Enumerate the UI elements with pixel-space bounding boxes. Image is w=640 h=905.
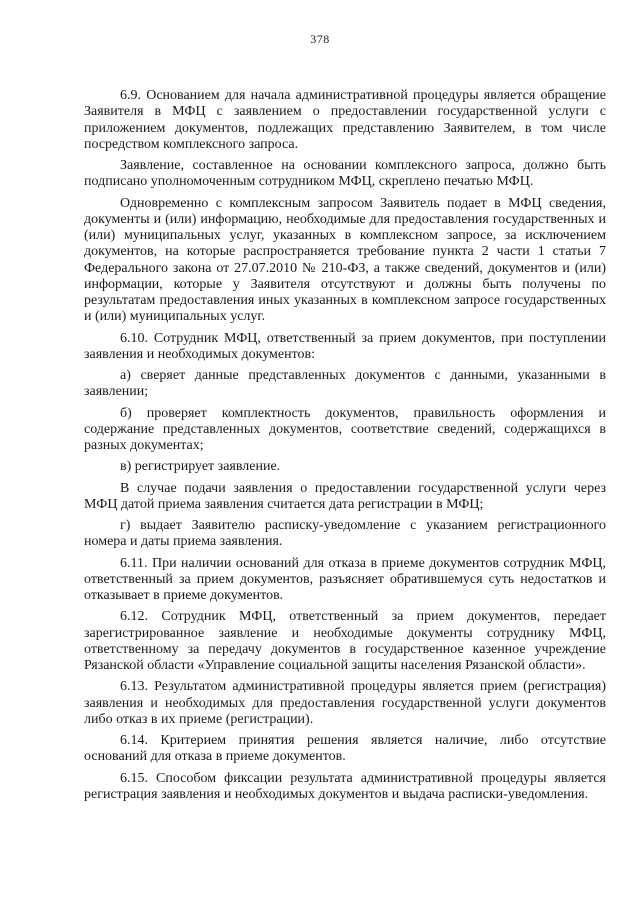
document-body bbox=[84, 88, 606, 808]
paragraph-6-15: 6.15. Способом фиксации результата административной процедуры является регистрация заявления и необходимых документов и выдача расписки-уведомления. bbox=[84, 770, 606, 802]
list-item-a: а) сверяет данные представленных документов с данными, указанными в заявлении; bbox=[84, 368, 606, 400]
paragraph-6-10: 6.10. Сотрудник МФЦ, ответственный за прием документов, при поступлении заявления и необходимых документов: bbox=[84, 330, 606, 362]
list-item-g: г) выдает Заявителю расписку-уведомление с указанием регистрационного номера и даты приема заявления. bbox=[84, 518, 606, 550]
paragraph-6-9: 6.9. Основанием для начала административной процедуры является обращение Заявителя в МФЦ с заявлением о предоставлении государственной услуги с приложением документов, подлежащих представлению Заявителем, в том числе посредством комплексного запроса. bbox=[84, 88, 606, 152]
paragraph-complex-request-documents: Одновременно с комплексным запросом Заявитель подает в МФЦ сведения, документы и (или) информацию, необходимые для предоставления государственных и (или) муниципальных услуг, указанных в комплексном запросе, за исключением документов, на которые распространяется требование пункта 2 части 1 статьи 7 Федерального закона от 27.07.2010 № 210-ФЗ, а также сведений, документов и (или) информации, которые у Заявителя отсутствуют и должны быть получены по результатам предоставления иных указанных в комплексном запросе государственных и (или) муниципальных услуг. bbox=[84, 195, 606, 325]
list-item-b: б) проверяет комплектность документов, правильность оформления и содержание представленных документов, соответствие сведений, содержащихся в разных документах; bbox=[84, 405, 606, 453]
paragraph-complex-request-signature: Заявление, составленное на основании комплексного запроса, должно быть подписано уполномоченным сотрудником МФЦ, скреплено печатью МФЦ. bbox=[84, 158, 606, 190]
paragraph-registration-date: В случае подачи заявления о предоставлении государственной услуги через МФЦ датой приема заявления считается дата регистрации в МФЦ; bbox=[84, 480, 606, 512]
paragraph-6-13: 6.13. Результатом административной процедуры является прием (регистрация) заявления и необходимых для предоставления государственной услуги документов либо отказ в их приеме (регистрации). bbox=[84, 679, 606, 727]
paragraph-6-11: 6.11. При наличии оснований для отказа в приеме документов сотрудник МФЦ, ответственный за прием документов, разъясняет обратившемуся суть недостатков и отказывает в приеме документов. bbox=[84, 555, 606, 603]
paragraph-6-14: 6.14. Критерием принятия решения является наличие, либо отсутствие оснований для отказа в приеме документов. bbox=[84, 733, 606, 765]
paragraph-6-12: 6.12. Сотрудник МФЦ, ответственный за прием документов, передает зарегистрированное заявление и необходимые документы сотруднику МФЦ, ответственному за передачу документов в государственное казенное учреждение Рязанской области «Управление социальной защиты населения Рязанской области». bbox=[84, 609, 606, 673]
page-number: 378 bbox=[310, 32, 330, 46]
list-item-v: в) регистрирует заявление. bbox=[120, 459, 281, 475]
